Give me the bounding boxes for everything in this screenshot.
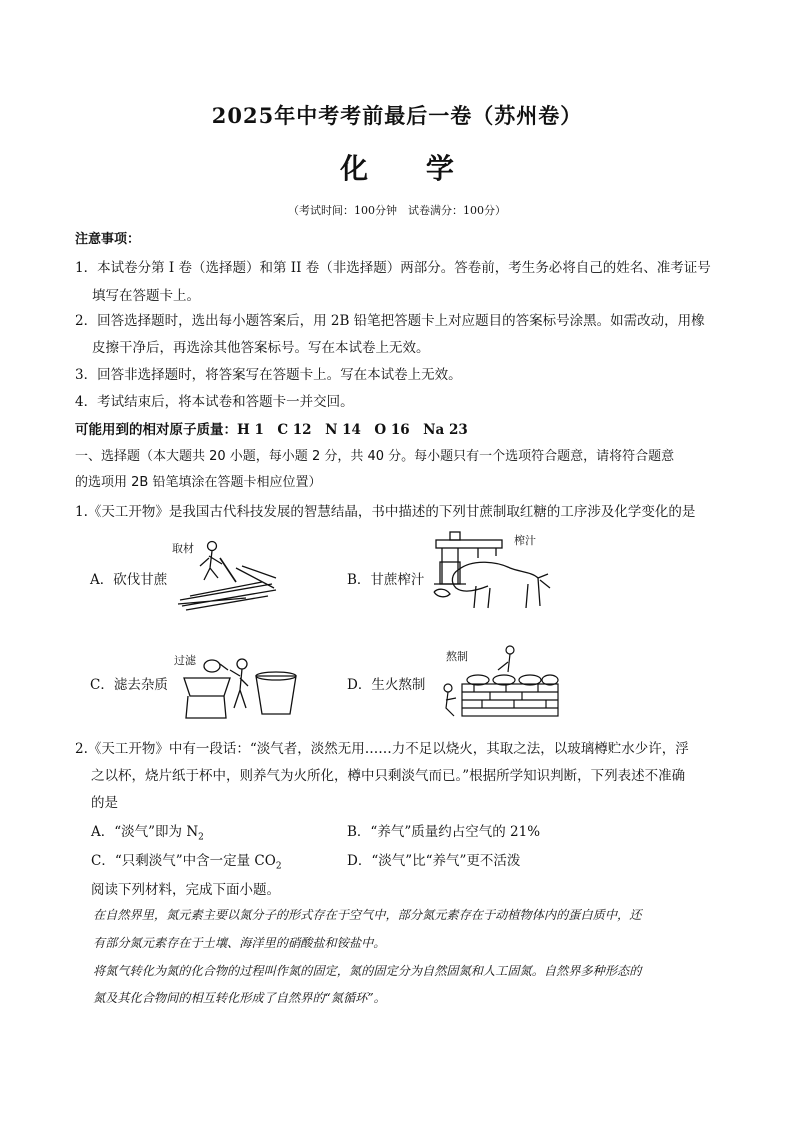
reading-intro: 阅读下列材料，完成下面小题。 xyxy=(91,882,280,898)
notice-item-2-line-2: 皮擦干净后，再选涂其他答案标号。写在本试卷上无效。 xyxy=(92,340,430,356)
q2-option-a xyxy=(91,820,204,843)
reading-p1-line-2: 有部分氮元素存在于土壤、海洋里的硝酸盐和铵盐中。 xyxy=(93,936,386,950)
q2-option-c-subscript: 2 xyxy=(275,861,282,872)
q1-stem: 1.《天工开物》是我国古代科技发展的智慧结晶，书中描述的下列甘蔗制取红糖的工序涉及化学变化的是 xyxy=(75,504,696,520)
filtering-illustration xyxy=(172,650,304,722)
exam-title: 2025年中考考前最后一卷（苏州卷） xyxy=(211,103,583,128)
q2-stem-line-2: 之以杯，烧片纸于杯中，则养气为火所化，樽中只剩淡气而已。”根据所学知识判断，下列表述不准确 xyxy=(91,768,686,784)
q1-option-a: A．砍伐甘蔗 xyxy=(90,572,168,588)
q2-option-a-subscript: 2 xyxy=(198,832,204,843)
q2-stem-line-1: 2.《天工开物》中有一段话：“淡气者，淡然无用……力不足以烧火，其取之法，以玻璃樽贮水少许，浮 xyxy=(75,741,689,757)
q2-option-a-text: A．“淡气”即为 N xyxy=(91,824,199,840)
q1-option-c: C．滤去杂质 xyxy=(90,677,168,693)
q2-option-d: D．“淡气”比“养气”更不活泼 xyxy=(347,853,521,869)
notice-item-3: 3．回答非选择题时，将答案写在答题卡上。写在本试卷上无效。 xyxy=(75,367,462,383)
cutting-sugarcane-illustration xyxy=(172,538,280,614)
reading-p2-line-2: 氮及其化合物间的相互转化形成了自然界的“氮循环”。 xyxy=(93,991,386,1005)
notice-item-2-line-1: 2．回答选择题时，选出每小题答案后，用 2B 铅笔把答题卡上对应题目的答案标号涂黑。如需改动，用橡 xyxy=(75,313,705,329)
reading-p2-line-1: 将氮气转化为氮的化合物的过程叫作氮的固定，氮的固定分为自然固氮和人工固氮。自然界多种形态的 xyxy=(93,964,642,978)
image-label-c: 过滤 xyxy=(174,654,196,667)
q2-stem-line-3: 的是 xyxy=(91,795,118,811)
q2-option-c-text: C．“只剩淡气”中含一定量 CO xyxy=(91,853,276,869)
section1-line-2: 的选项用 2B 铅笔填涂在答题卡相应位置） xyxy=(75,475,322,490)
notice-heading: 注意事项： xyxy=(75,232,141,247)
q2-option-c xyxy=(91,849,282,872)
q1-option-b: B．甘蔗榨汁 xyxy=(347,572,425,588)
image-label-d: 熬制 xyxy=(446,650,468,663)
q1-option-d: D．生火熬制 xyxy=(347,677,426,693)
q2-option-b: B．“养气”质量约占空气的 21% xyxy=(347,824,541,840)
image-label-a: 取材 xyxy=(172,542,194,555)
notice-item-4: 4．考试结束后，将本试卷和答题卡一并交回。 xyxy=(75,394,354,410)
subject-title: 化 学 xyxy=(340,152,478,185)
section1-line-1: 一、选择题（本大题共 20 小题，每小题 2 分，共 40 分。每小题只有一个选项符合题意，请将符合题意 xyxy=(75,449,675,464)
image-label-b: 榨汁 xyxy=(514,534,536,547)
reading-p1-line-1: 在自然界里，氮元素主要以氮分子的形式存在于空气中，部分氮元素存在于动植物体内的蛋白质中，还 xyxy=(93,908,642,922)
pressing-sugarcane-illustration xyxy=(428,528,556,622)
notice-item-1-line-2: 填写在答题卡上。 xyxy=(92,288,200,304)
notice-item-1-line-1: 1．本试卷分第 I 卷（选择题）和第 II 卷（非选择题）两部分。答卷前，考生务必将自己的姓名、准考证号 xyxy=(75,260,711,276)
boiling-illustration xyxy=(432,642,560,722)
exam-info: （考试时间：100分钟 试卷满分：100分） xyxy=(288,204,506,217)
atomic-mass-line: 可能用到的相对原子质量：H 1 C 12 N 14 O 16 Na 23 xyxy=(75,422,468,438)
